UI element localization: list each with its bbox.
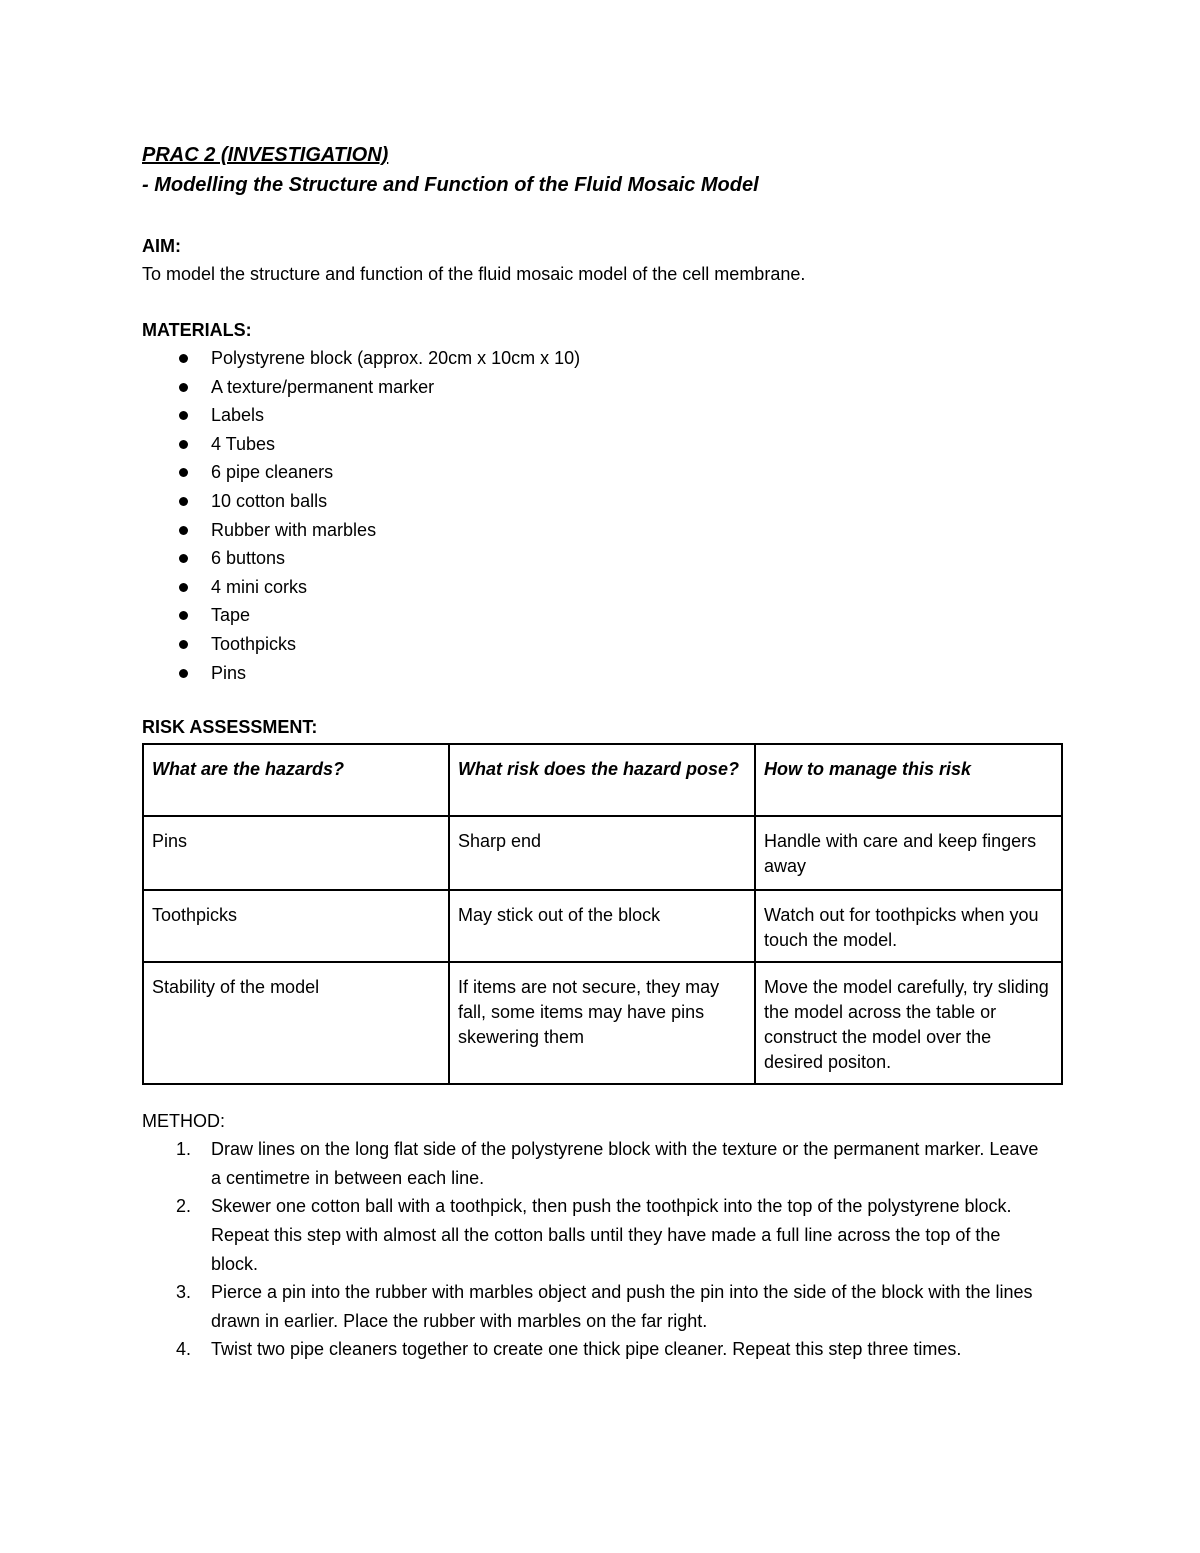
table-row bbox=[143, 962, 1062, 1084]
list-item: 10 cotton balls bbox=[142, 487, 1062, 516]
list-item: A texture/permanent marker bbox=[142, 373, 1062, 402]
table-cell: If items are not secure, they may fall, some items may have pins skewering them bbox=[449, 962, 755, 1084]
column-header: How to manage this risk bbox=[755, 744, 1062, 816]
list-item: 6 pipe cleaners bbox=[142, 458, 1062, 487]
page-subtitle: - Modelling the Structure and Function of the Fluid Mosaic Model bbox=[142, 174, 759, 196]
column-header: What risk does the hazard pose? bbox=[449, 744, 755, 816]
risk-table bbox=[142, 743, 1063, 1085]
list-item: Labels bbox=[142, 401, 1062, 430]
table-header-row bbox=[143, 744, 1062, 816]
list-item: 6 buttons bbox=[142, 544, 1062, 573]
list-item: Pins bbox=[142, 659, 1062, 688]
method-heading: METHOD: bbox=[142, 1111, 225, 1132]
list-item: Tape bbox=[142, 601, 1062, 630]
risk-heading: RISK ASSESSMENT: bbox=[142, 717, 318, 738]
step-number: 1. bbox=[176, 1139, 192, 1160]
bullet-icon bbox=[179, 411, 188, 420]
table-row bbox=[143, 890, 1062, 962]
method-list bbox=[142, 1135, 1062, 1364]
bullet-icon bbox=[179, 640, 188, 649]
materials-heading: MATERIALS: bbox=[142, 320, 252, 340]
bullet-icon bbox=[179, 440, 188, 449]
table-cell: Handle with care and keep fingers away bbox=[755, 816, 1062, 890]
list-item: Polystyrene block (approx. 20cm x 10cm x 10) bbox=[142, 344, 1062, 373]
step-number: 2. bbox=[176, 1196, 192, 1217]
list-item: Toothpicks bbox=[142, 630, 1062, 659]
list-item bbox=[142, 1192, 1062, 1278]
bullet-icon bbox=[179, 468, 188, 477]
step-text: Pierce a pin into the rubber with marbles object and push the pin into the side of the block with the lines drawn in earlier. Place the rubber with marbles on the far right. bbox=[211, 1282, 1033, 1331]
bullet-icon bbox=[179, 611, 188, 620]
column-header: What are the hazards? bbox=[143, 744, 449, 816]
table-cell: Toothpicks bbox=[143, 890, 449, 962]
aim-heading: AIM: bbox=[142, 236, 181, 256]
aim-text: To model the structure and function of the fluid mosaic model of the cell membrane. bbox=[142, 264, 806, 284]
bullet-icon bbox=[179, 583, 188, 592]
list-item: Rubber with marbles bbox=[142, 516, 1062, 545]
bullet-icon bbox=[179, 554, 188, 563]
list-item bbox=[142, 1135, 1062, 1192]
list-item: 4 mini corks bbox=[142, 573, 1062, 602]
step-text: Draw lines on the long flat side of the polystyrene block with the texture or the permanent marker. Leave a centimetre in between each line. bbox=[211, 1139, 1039, 1188]
bullet-icon bbox=[179, 383, 188, 392]
list-item: 4 Tubes bbox=[142, 430, 1062, 459]
list-item bbox=[142, 1278, 1062, 1335]
step-number: 4. bbox=[176, 1339, 192, 1360]
table-row bbox=[143, 816, 1062, 890]
step-text: Skewer one cotton ball with a toothpick, then push the toothpick into the top of the polystyrene block. Repeat this step with almost all the cotton balls until they have made a full line across the top of the block. bbox=[211, 1196, 1012, 1274]
step-text: Twist two pipe cleaners together to create one thick pipe cleaner. Repeat this step three times. bbox=[211, 1339, 962, 1360]
bullet-icon bbox=[179, 497, 188, 506]
table-cell: Pins bbox=[143, 816, 449, 890]
page-title: PRAC 2 (INVESTIGATION) bbox=[142, 144, 389, 166]
bullet-icon bbox=[179, 354, 188, 363]
step-number: 3. bbox=[176, 1282, 192, 1303]
bullet-icon bbox=[179, 526, 188, 535]
list-item bbox=[142, 1335, 1062, 1364]
table-cell: Watch out for toothpicks when you touch the model. bbox=[755, 890, 1062, 962]
table-cell: Sharp end bbox=[449, 816, 755, 890]
table-cell: May stick out of the block bbox=[449, 890, 755, 962]
materials-list bbox=[142, 344, 1062, 687]
table-cell: Move the model carefully, try sliding the model across the table or construct the model over the desired positon. bbox=[755, 962, 1062, 1084]
table-cell: Stability of the model bbox=[143, 962, 449, 1084]
bullet-icon bbox=[179, 669, 188, 678]
document-page bbox=[142, 140, 1062, 1364]
